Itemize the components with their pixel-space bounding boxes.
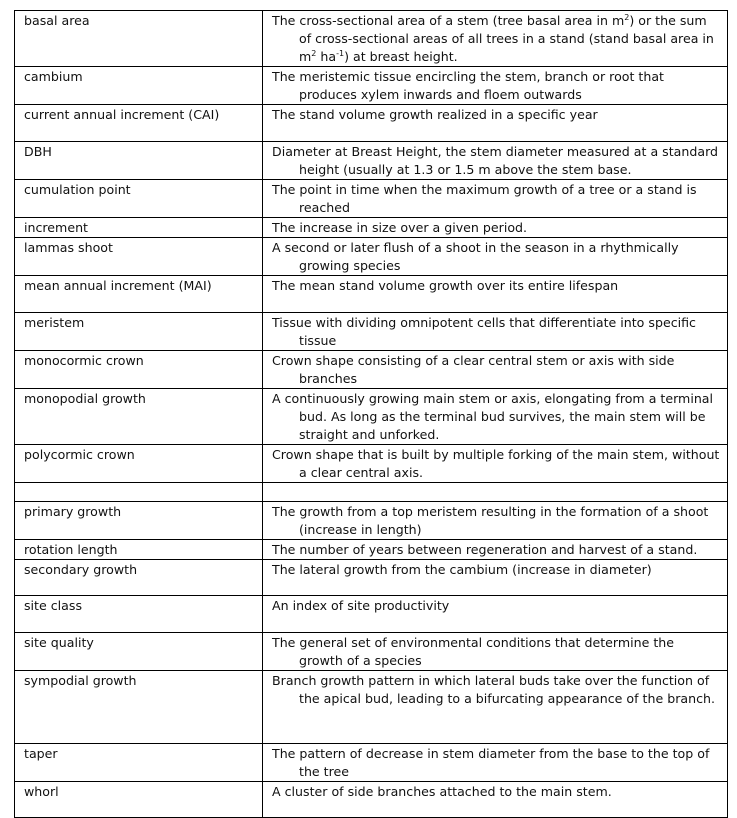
table-row xyxy=(15,483,728,502)
table-row xyxy=(15,502,728,540)
definition-cell: An index of site productivity xyxy=(263,596,728,633)
definition-cell: The point in time when the maximum growth of a tree or a stand is reached xyxy=(263,180,728,218)
table-row xyxy=(15,67,728,105)
definition-cell: Branch growth pattern in which lateral buds take over the function of the apical bud, leading to a bifurcating appearance of the branch. xyxy=(263,671,728,744)
term-cell: basal area xyxy=(15,11,263,67)
table-row xyxy=(15,671,728,744)
term-cell xyxy=(15,483,263,502)
table-row xyxy=(15,105,728,142)
table-row xyxy=(15,180,728,218)
table-row xyxy=(15,351,728,389)
table-row xyxy=(15,744,728,782)
definition-cell: Diameter at Breast Height, the stem diameter measured at a standard height (usually at 1.3 or 1.5 m above the stem base. xyxy=(263,142,728,180)
table-row xyxy=(15,540,728,560)
definition-text: The cross-sectional area of a stem (tree basal area in $m^2$) or the sum of cross-sectional areas of all trees in a stand (stand basal area in $m^2$ $ha^{-1}$) at breast height. xyxy=(272,12,714,64)
table-row xyxy=(15,218,728,238)
table-row xyxy=(15,276,728,313)
definition-cell: A second or later flush of a shoot in the season in a rhythmically growing species xyxy=(263,238,728,276)
table-row xyxy=(15,238,728,276)
definition-cell xyxy=(263,483,728,502)
table-row xyxy=(15,633,728,671)
table-row xyxy=(15,142,728,180)
definition-cell: A cluster of side branches attached to the main stem. xyxy=(263,782,728,818)
term-cell: site class xyxy=(15,596,263,633)
definition-cell: Tissue with dividing omnipotent cells that differentiate into specific tissue xyxy=(263,313,728,351)
term-cell: site quality xyxy=(15,633,263,671)
table-row xyxy=(15,445,728,483)
definition-cell xyxy=(263,11,728,67)
term-cell: increment xyxy=(15,218,263,238)
table-row xyxy=(15,596,728,633)
glossary-table xyxy=(14,10,728,818)
definition-cell: The number of years between regeneration and harvest of a stand. xyxy=(263,540,728,560)
term-cell: cumulation point xyxy=(15,180,263,218)
term-cell: monocormic crown xyxy=(15,351,263,389)
definition-cell: The increase in size over a given period. xyxy=(263,218,728,238)
definition-cell: Crown shape that is built by multiple forking of the main stem, without a clear central axis. xyxy=(263,445,728,483)
term-cell: whorl xyxy=(15,782,263,818)
definition-cell: The stand volume growth realized in a specific year xyxy=(263,105,728,142)
term-cell: sympodial growth xyxy=(15,671,263,744)
term-cell: monopodial growth xyxy=(15,389,263,445)
term-cell: current annual increment (CAI) xyxy=(15,105,263,142)
table-row xyxy=(15,782,728,818)
definition-cell: The mean stand volume growth over its entire lifespan xyxy=(263,276,728,313)
term-cell: rotation length xyxy=(15,540,263,560)
table-row xyxy=(15,313,728,351)
definition-cell: The lateral growth from the cambium (increase in diameter) xyxy=(263,560,728,596)
definition-cell: The meristemic tissue encircling the stem, branch or root that produces xylem inwards and floem outwards xyxy=(263,67,728,105)
table-row xyxy=(15,11,728,67)
term-cell: mean annual increment (MAI) xyxy=(15,276,263,313)
term-cell: lammas shoot xyxy=(15,238,263,276)
definition-cell: Crown shape consisting of a clear central stem or axis with side branches xyxy=(263,351,728,389)
table-row xyxy=(15,560,728,596)
term-cell: primary growth xyxy=(15,502,263,540)
definition-cell: The general set of environmental conditions that determine the growth of a species xyxy=(263,633,728,671)
term-cell: cambium xyxy=(15,67,263,105)
table-row xyxy=(15,389,728,445)
term-cell: secondary growth xyxy=(15,560,263,596)
definition-cell: The pattern of decrease in stem diameter from the base to the top of the tree xyxy=(263,744,728,782)
term-cell: polycormic crown xyxy=(15,445,263,483)
definition-cell: A continuously growing main stem or axis, elongating from a terminal bud. As long as the terminal bud survives, the main stem will be straight and unforked. xyxy=(263,389,728,445)
term-cell: DBH xyxy=(15,142,263,180)
term-cell: taper xyxy=(15,744,263,782)
definition-cell: The growth from a top meristem resulting in the formation of a shoot (increase in length) xyxy=(263,502,728,540)
term-cell: meristem xyxy=(15,313,263,351)
